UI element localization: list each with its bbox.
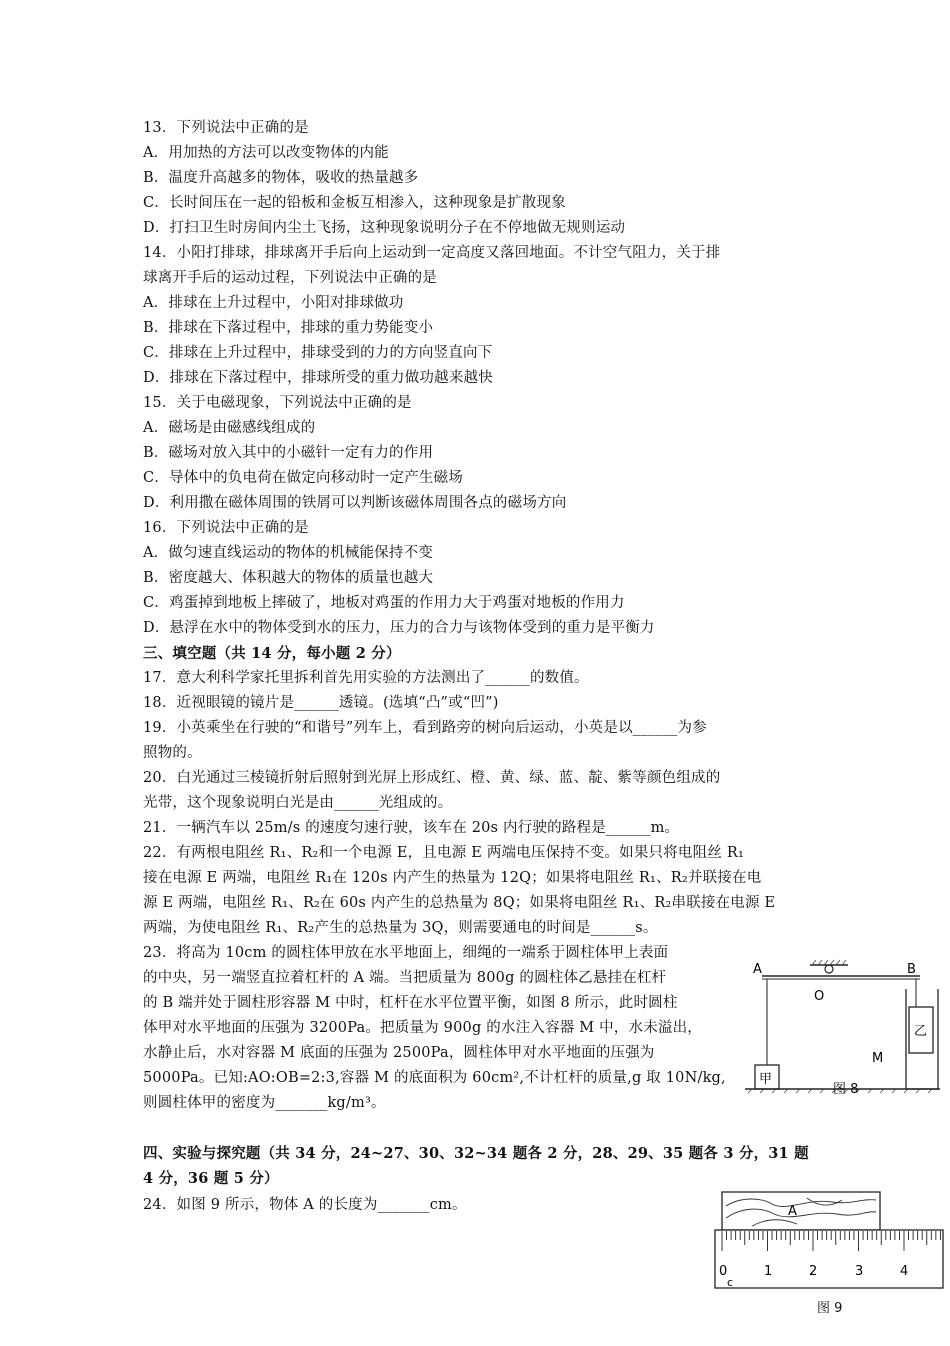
q14-stem-line2: 球离开手后的运动过程，下列说法中正确的是 <box>143 270 437 286</box>
section-4-heading-line1: 四、实验与探究题（共 34 分，24~27、30、32~34 题各 2 分，28、29、35 题各 3 分，31 题 <box>143 1145 809 1162</box>
q22-line3: 源 E 两端，电阻丝 R₁、R₂在 60s 内产生的总热量为 8Q；如果将电阻丝 R₁、R₂串联接在电源 E <box>143 895 776 911</box>
q14-option-b: B．排球在下落过程中，排球的重力势能变小 <box>143 320 434 336</box>
q23-line7: 则圆柱体甲的密度为_______kg/m³。 <box>143 1095 386 1111</box>
q13-option-a: A．用加热的方法可以改变物体的内能 <box>143 145 389 161</box>
q13-option-c: C．长时间压在一起的铅板和金板互相渗入，这种现象是扩散现象 <box>143 195 566 211</box>
q23-line1: 23．将高为 10cm 的圆柱体甲放在水平地面上，细绳的一端系于圆柱体甲上表面 <box>143 945 669 961</box>
q14-stem-line1: 14．小阳打排球，排球离开手后向上运动到一定高度又落回地面。不计空气阻力，关于排 <box>143 245 721 261</box>
pivot-icon <box>825 965 833 973</box>
figure-8-lever-diagram <box>740 955 940 1095</box>
q16-option-a: A．做匀速直线运动的物体的机械能保持不变 <box>143 545 433 561</box>
q16-option-b: B．密度越大、体积越大的物体的质量也越大 <box>143 570 434 586</box>
q24: 24．如图 9 所示，物体 A 的长度为_______cm。 <box>143 1197 467 1213</box>
q22-line1: 22．有两根电阻丝 R₁、R₂和一个电源 E，且电源 E 两端电压保持不变。如果只将电阻丝 R₁ <box>143 845 744 861</box>
label-yi: 乙 <box>914 1024 928 1039</box>
q15-option-c: C．导体中的负电荷在做定向移动时一定产生磁场 <box>143 470 463 486</box>
q19-line1: 19．小英乘坐在行驶的“和谐号”列车上，看到路旁的树向后运动，小英是以______为参 <box>143 720 707 736</box>
tick-label-1: 1 <box>764 1264 773 1279</box>
tick-label-0: 0 <box>719 1264 728 1279</box>
q23-line5: 水静止后，水对容器 M 底面的压强为 2500Pa，圆柱体甲对水平地面的压强为 <box>143 1045 655 1061</box>
q20-line2: 光带，这个现象说明白光是由______光组成的。 <box>143 795 453 811</box>
label-a: A <box>753 962 762 977</box>
figure-9-ruler-diagram <box>712 1188 946 1293</box>
q22-line4: 两端，为使电阻丝 R₁、R₂产生的总热量为 3Q，则需要通电的时间是______s。 <box>143 920 658 936</box>
q20-line1: 20．白光通过三棱镜折射后照射到光屏上形成红、橙、黄、绿、蓝、靛、紫等颜色组成的 <box>143 770 721 786</box>
tick-label-4: 4 <box>900 1264 909 1279</box>
q22-line2: 接在电源 E 两端，电阻丝 R₁在 120s 内产生的热量为 12Q；如果将电阻丝 R₁、R₂并联接在电 <box>143 870 762 886</box>
label-o: O <box>814 989 825 1004</box>
q16-option-d: D．悬浮在水中的物体受到水的压力，压力的合力与该物体受到的重力是平衡力 <box>143 620 655 636</box>
label-b: B <box>907 962 916 977</box>
q21: 21．一辆汽车以 25m/s 的速度匀速行驶，该车在 20s 内行驶的路程是______m。 <box>143 820 680 836</box>
unit-label: c <box>727 1276 734 1289</box>
label-jia: 甲 <box>759 1072 773 1087</box>
q19-line2: 照物的。 <box>143 745 202 761</box>
tick-label-3: 3 <box>855 1264 864 1279</box>
object-a <box>722 1192 880 1230</box>
q16-stem: 16．下列说法中正确的是 <box>143 520 309 536</box>
q14-option-d: D．排球在下落过程中，排球所受的重力做功越来越快 <box>143 370 493 386</box>
q13-option-d: D．打扫卫生时房间内尘土飞扬，这种现象说明分子在不停地做无规则运动 <box>143 220 626 236</box>
q23-line3: 的 B 端并处于圆柱形容器 M 中时，杠杆在水平位置平衡，如图 8 所示，此时圆柱 <box>143 995 678 1011</box>
q23-line6: 5000Pa。已知:AO:OB=2:3,容器 M 的底面积为 60cm²,不计杠杆的质量,g 取 10N/kg, <box>143 1070 726 1086</box>
q23-line2: 的中央，另一端竖直拉着杠杆的 A 端。当把质量为 800g 的圆柱体乙悬挂在杠杆 <box>143 970 667 986</box>
q23-line4: 体甲对水平地面的压强为 3200Pa。把质量为 900g 的水注入容器 M 中，水未溢出， <box>143 1020 702 1036</box>
q16-option-c: C．鸡蛋掉到地板上摔破了，地板对鸡蛋的作用力大于鸡蛋对地板的作用力 <box>143 595 625 611</box>
q13-option-b: B．温度升高越多的物体，吸收的热量越多 <box>143 170 419 186</box>
q13-stem: 13．下列说法中正确的是 <box>143 120 309 136</box>
q18: 18．近视眼镜的镜片是______透镜。(选填“凸”或“凹”) <box>143 695 499 711</box>
tick-label-2: 2 <box>809 1264 818 1279</box>
q15-option-b: B．磁场对放入其中的小磁针一定有力的作用 <box>143 445 434 461</box>
q15-option-a: A．磁场是由磁感线组成的 <box>143 420 316 436</box>
label-m: M <box>872 1051 884 1066</box>
q14-option-c: C．排球在上升过程中，排球受到的力的方向竖直向下 <box>143 345 493 361</box>
q15-option-d: D．利用撒在磁体周围的铁屑可以判断该磁体周围各点的磁场方向 <box>143 495 567 511</box>
q14-option-a: A．排球在上升过程中，小阳对排球做功 <box>143 295 404 311</box>
figure-8-caption: 图 8 <box>833 1082 859 1097</box>
figure-9-caption: 图 9 <box>817 1301 843 1316</box>
section-4-heading-line2: 4 分，36 题 5 分） <box>143 1170 279 1187</box>
section-3-heading: 三、填空题（共 14 分，每小题 2 分） <box>143 645 401 662</box>
label-object-a: A <box>788 1204 797 1219</box>
q15-stem: 15．关于电磁现象，下列说法中正确的是 <box>143 395 412 411</box>
q17: 17．意大利科学家托里拆利首先用实验的方法测出了______的数值。 <box>143 670 589 686</box>
